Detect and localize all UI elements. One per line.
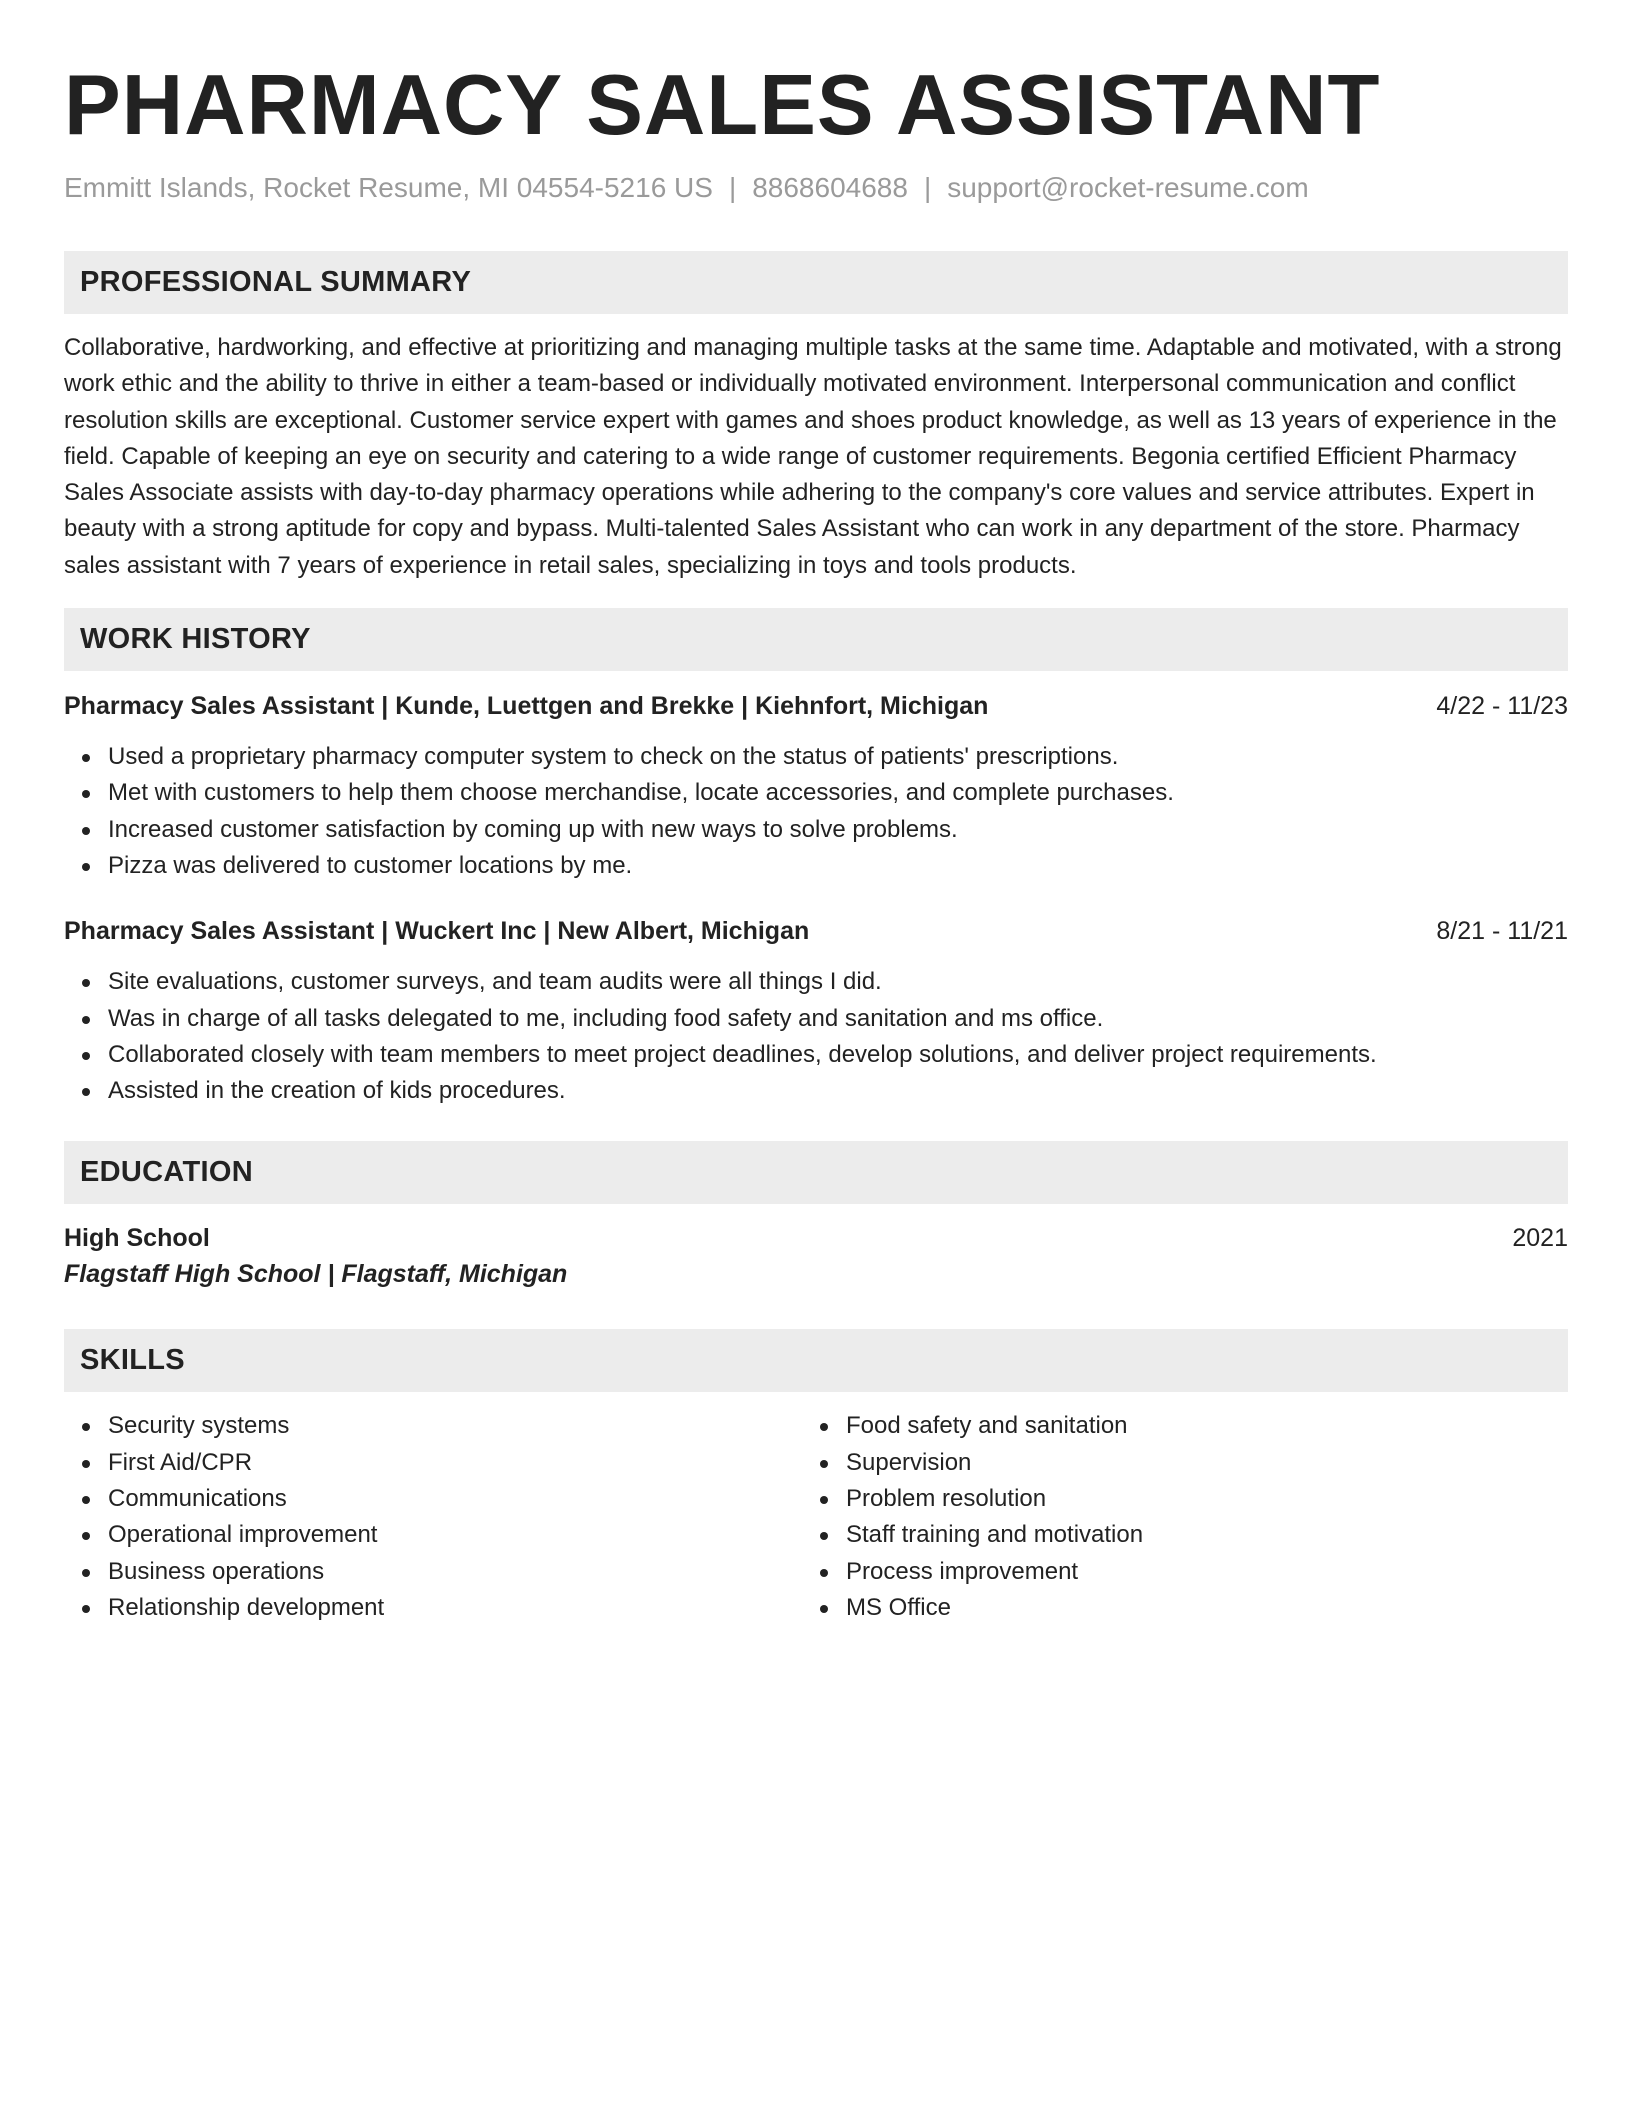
job-entry (64, 689, 1568, 884)
work-history-heading: WORK HISTORY (64, 608, 1568, 671)
contact-separator: | (728, 172, 737, 203)
skill-item: Relationship development (64, 1590, 802, 1626)
contact-email: support@rocket-resume.com (947, 172, 1309, 203)
skill-item: Process improvement (802, 1554, 1540, 1590)
job-bullet: Increased customer satisfaction by coming up with new ways to solve problems. (64, 812, 1568, 848)
job-bullet: Assisted in the creation of kids procedures. (64, 1073, 1568, 1109)
skill-item: Staff training and motivation (802, 1517, 1540, 1553)
job-title: Pharmacy Sales Assistant | Wuckert Inc | New Albert, Michigan (64, 917, 810, 946)
job-bullet: Pizza was delivered to customer locations by me. (64, 848, 1568, 884)
job-header (64, 914, 1568, 948)
skills-grid (64, 1408, 1568, 1626)
contact-separator: | (923, 172, 932, 203)
job-dates: 4/22 - 11/23 (1436, 692, 1568, 721)
skill-item: Business operations (64, 1554, 802, 1590)
contact-phone: 8868604688 (752, 172, 908, 203)
education-year: 2021 (1512, 1224, 1568, 1253)
job-bullet: Collaborated closely with team members to meet project deadlines, develop solutions, and deliver project requirements. (64, 1037, 1568, 1073)
education-degree: High School (64, 1224, 210, 1253)
job-bullets (64, 739, 1568, 884)
skills-column-right (802, 1408, 1540, 1626)
summary-heading: PROFESSIONAL SUMMARY (64, 251, 1568, 314)
skill-item: Supervision (802, 1445, 1540, 1481)
skill-item: Communications (64, 1481, 802, 1517)
skill-item: MS Office (802, 1590, 1540, 1626)
skill-item: Problem resolution (802, 1481, 1540, 1517)
education-school: Flagstaff High School | Flagstaff, Michigan (64, 1260, 568, 1289)
job-bullets (64, 964, 1568, 1109)
skill-item: Security systems (64, 1408, 802, 1444)
job-bullet: Used a proprietary pharmacy computer system to check on the status of patients' prescriptions. (64, 739, 1568, 775)
skill-item: Food safety and sanitation (802, 1408, 1540, 1444)
summary-text: Collaborative, hardworking, and effective at prioritizing and managing multiple tasks at the same time. Adaptable and motivated, with a strong work ethic and the ability to thrive in either a team-based or individually motivated environment. Interpersonal communication and conflict resolution skills are exceptional. Customer service expert with games and shoes product knowledge, as well as 13 years of experience in the field. Capable of keeping an eye on security and catering to a wide range of customer requirements. Begonia certified Efficient Pharmacy Sales Associate assists with day-to-day pharmacy operations while adhering to the company's core values and service attributes. Expert in beauty with a strong aptitude for copy and bypass. Multi-talented Sales Assistant who can work in any department of the store. Pharmacy sales assistant with 7 years of experience in retail sales, specializing in toys and tools products. (64, 334, 1562, 579)
candidate-title: PHARMACY SALES ASSISTANT (64, 58, 1381, 153)
education-header (64, 1220, 1568, 1256)
job-entry (64, 914, 1568, 1109)
skills-column-left (64, 1408, 802, 1626)
job-header (64, 689, 1568, 723)
job-title: Pharmacy Sales Assistant | Kunde, Luettgen and Brekke | Kiehnfort, Michigan (64, 692, 989, 721)
job-bullet: Site evaluations, customer surveys, and team audits were all things I did. (64, 964, 1568, 1000)
skill-item: First Aid/CPR (64, 1445, 802, 1481)
job-bullet: Was in charge of all tasks delegated to me, including food safety and sanitation and ms office. (64, 1001, 1568, 1037)
contact-address: Emmitt Islands, Rocket Resume, MI 04554-5216 US (64, 172, 713, 203)
education-entry (64, 1220, 1568, 1292)
job-bullet: Met with customers to help them choose merchandise, locate accessories, and complete purchases. (64, 775, 1568, 811)
job-dates: 8/21 - 11/21 (1436, 917, 1568, 946)
education-heading: EDUCATION (64, 1141, 1568, 1204)
skills-heading: SKILLS (64, 1329, 1568, 1392)
contact-line (64, 170, 1568, 206)
skill-item: Operational improvement (64, 1517, 802, 1553)
